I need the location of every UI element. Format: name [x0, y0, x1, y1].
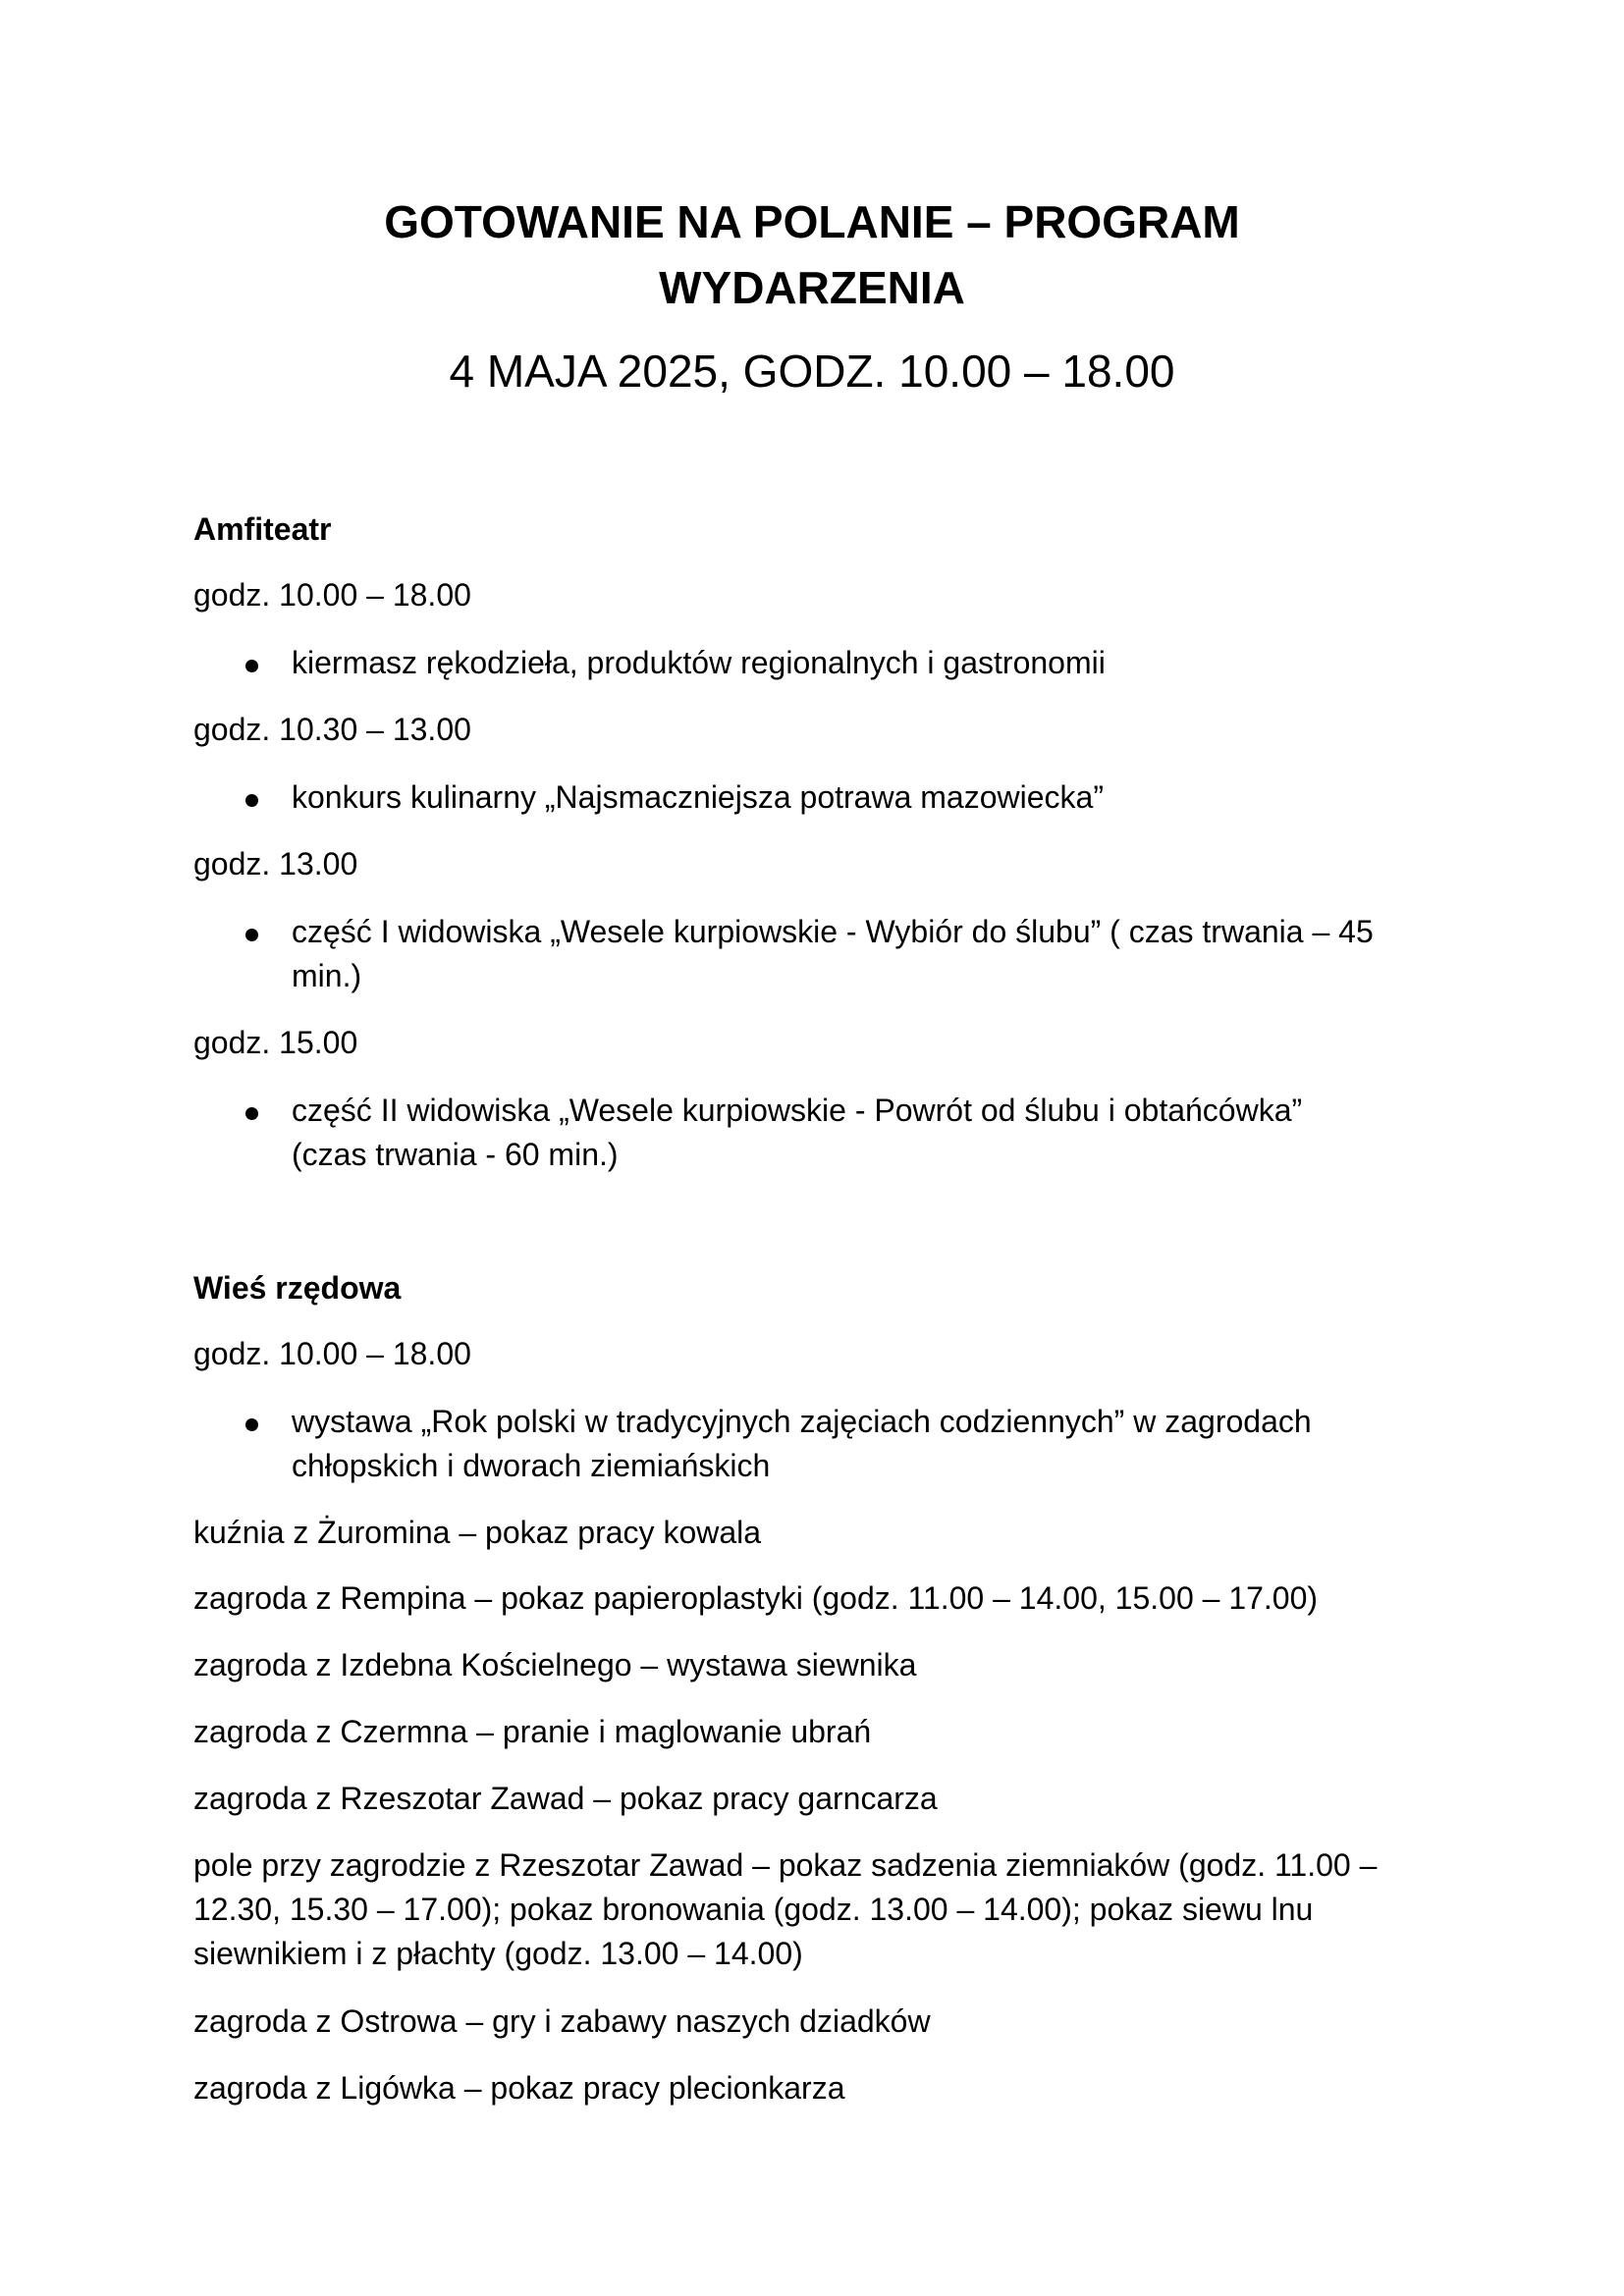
- program-line: zagroda z Rzeszotar Zawad – pokaz pracy garncarza: [193, 1781, 938, 1816]
- list-item-line-1: wystawa „Rok polski w tradycyjnych zajęciach codziennych” w zagrodach: [292, 1404, 1312, 1439]
- time-label: godz. 13.00: [193, 846, 358, 881]
- list-item-line-2: min.): [292, 958, 362, 993]
- bullet-icon: [245, 1107, 258, 1120]
- title-line-1: GOTOWANIE NA POLANIE – PROGRAM: [384, 196, 1240, 247]
- section-heading-wies-rzedowa: Wieś rzędowa: [193, 1270, 402, 1306]
- program-line: zagroda z Izdebna Kościelnego – wystawa siewnika: [193, 1647, 917, 1682]
- list-item-line-1: część I widowiska „Wesele kurpiowskie - Wybiór do ślubu” ( czas trwania – 45: [292, 914, 1374, 949]
- bullet-icon: [245, 929, 258, 941]
- list-item-line-1: część II widowiska „Wesele kurpiowskie - Powrót od ślubu i obtańcówka”: [292, 1093, 1303, 1128]
- bullet-icon: [245, 1418, 258, 1431]
- program-line: zagroda z Ligówka – pokaz pracy plecionkarza: [193, 2070, 845, 2106]
- list-item-line-2: chłopskich i dworach ziemiańskich: [292, 1448, 771, 1483]
- program-line-continued: siewnikiem i z płachty (godz. 13.00 – 14.00): [193, 1936, 803, 1971]
- time-label: godz. 10.30 – 13.00: [193, 712, 471, 747]
- program-line: zagroda z Czermna – pranie i maglowanie ubrań: [193, 1714, 872, 1749]
- time-label: godz. 10.00 – 18.00: [193, 577, 471, 613]
- program-line: zagroda z Ostrowa – gry i zabawy naszych dziadków: [193, 2003, 931, 2039]
- program-line-continued: 12.30, 15.30 – 17.00); pokaz bronowania (godz. 13.00 – 14.00); pokaz siewu lnu: [193, 1892, 1314, 1927]
- title-line-2: WYDARZENIA: [659, 262, 965, 313]
- event-date: 4 MAJA 2025, GODZ. 10.00 – 18.00: [449, 346, 1175, 397]
- program-line: kuźnia z Żuromina – pokaz pracy kowala: [193, 1515, 762, 1550]
- program-line: pole przy zagrodzie z Rzeszotar Zawad – pokaz sadzenia ziemniaków (godz. 11.00 –: [193, 1847, 1378, 1883]
- list-item: konkurs kulinarny „Najsmaczniejsza potrawa mazowiecka”: [292, 779, 1104, 815]
- section-heading-amfiteatr: Amfiteatr: [193, 511, 332, 547]
- time-label: godz. 10.00 – 18.00: [193, 1336, 471, 1371]
- time-label: godz. 15.00: [193, 1025, 358, 1060]
- list-item: kiermasz rękodzieła, produktów regionalnych i gastronomii: [292, 645, 1106, 680]
- bullet-icon: [245, 660, 258, 672]
- program-line: zagroda z Rempina – pokaz papieroplastyki (godz. 11.00 – 14.00, 15.00 – 17.00): [193, 1580, 1319, 1616]
- list-item-line-2: (czas trwania - 60 min.): [292, 1137, 619, 1172]
- bullet-icon: [245, 794, 258, 807]
